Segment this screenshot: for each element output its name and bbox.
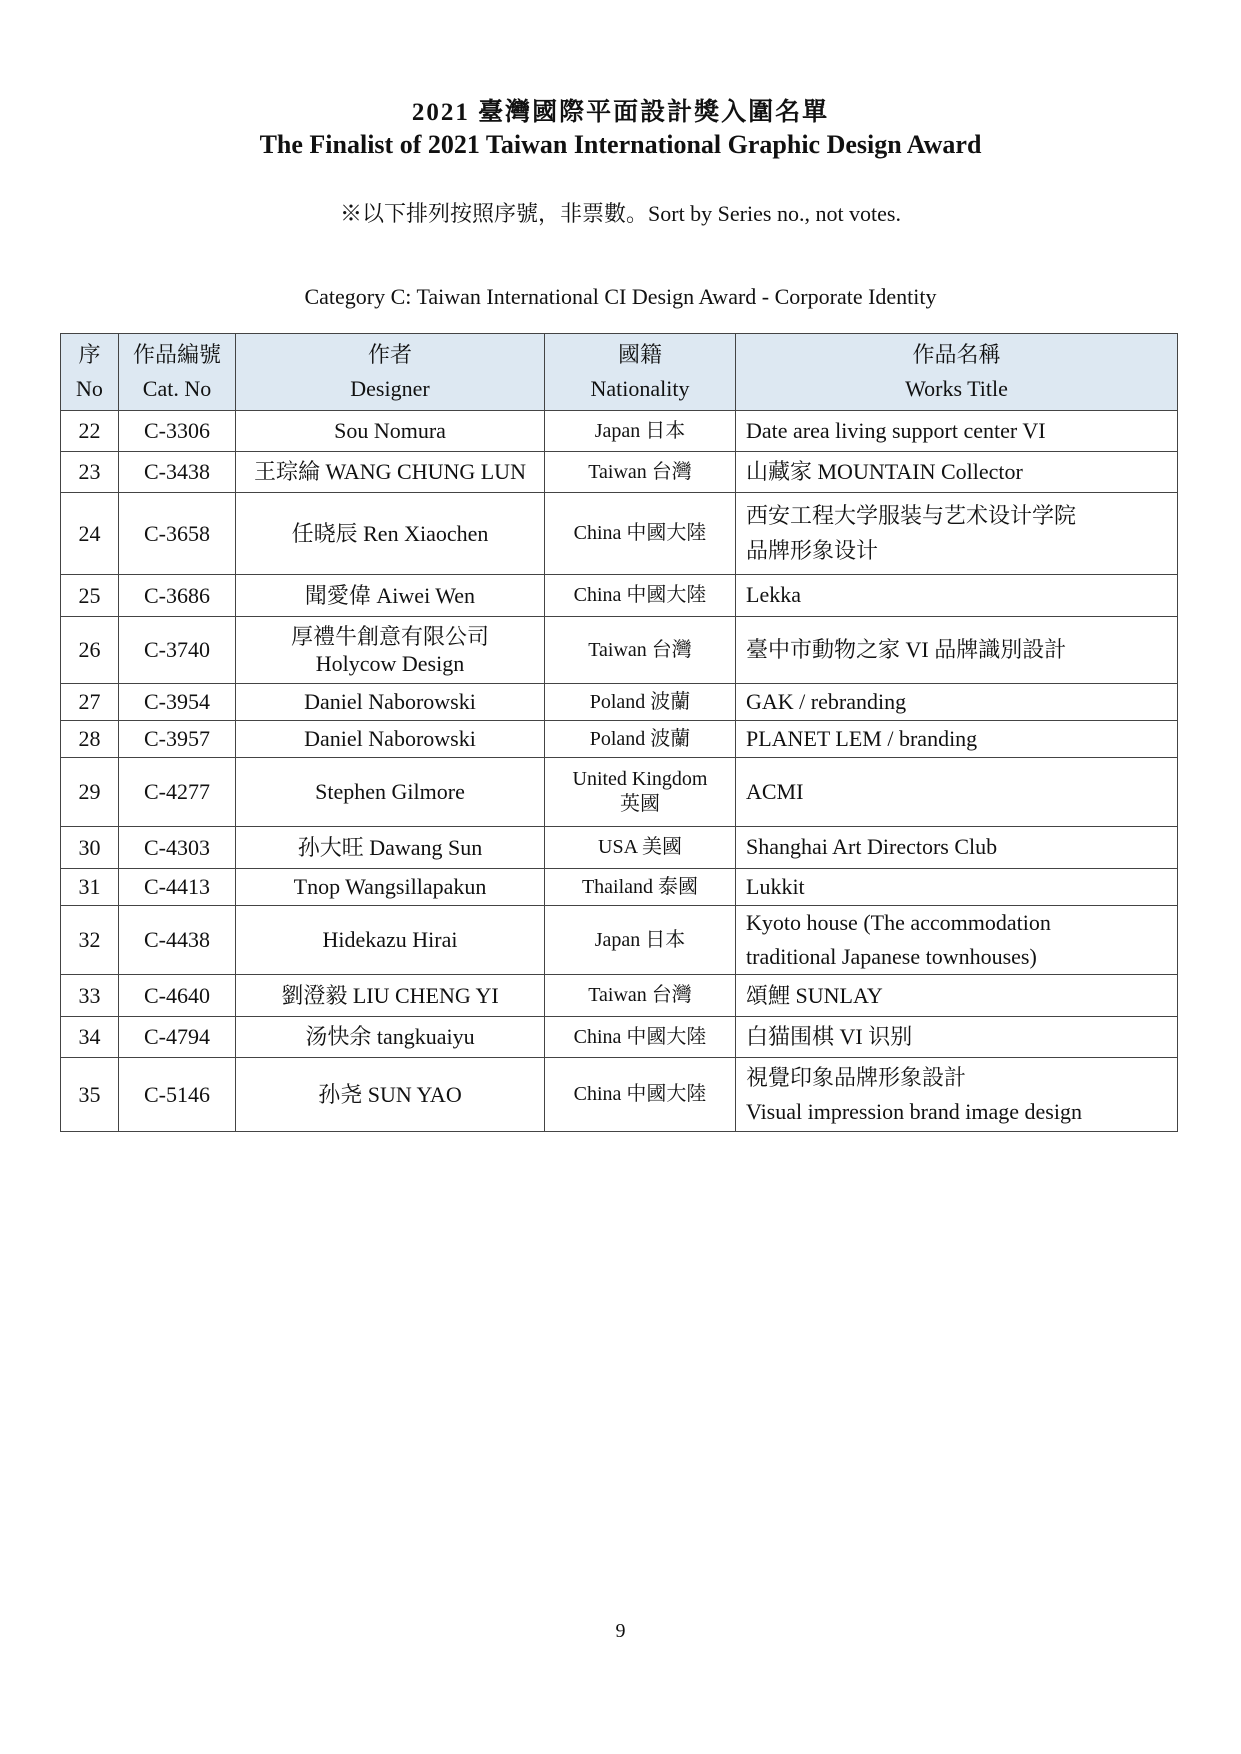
table-row — [61, 493, 1178, 575]
designer-cell — [236, 411, 545, 452]
designer-cell-line: 劉澄毅 LIU CHENG YI — [281, 982, 499, 1008]
nationality-cell — [545, 575, 736, 617]
designer-cell — [236, 617, 545, 684]
cat-no-cell: C-4438 — [119, 906, 236, 975]
nationality-cell-line: China 中國大陸 — [573, 522, 707, 544]
cat-no-cell: C-3306 — [119, 411, 236, 452]
table-header-row — [61, 334, 1178, 411]
nationality-cell-line: Poland 波蘭 — [589, 690, 691, 713]
nationality-cell — [545, 906, 736, 975]
designer-cell-line: 任晓辰 Ren Xiaochen — [291, 520, 489, 546]
works-title-cell — [736, 1017, 1178, 1058]
row-no-cell: 31 — [61, 869, 119, 906]
table-row — [61, 452, 1178, 493]
header-designer-en: Designer — [350, 376, 430, 401]
works-title-cell-line: Date area living support center VI — [746, 417, 1046, 443]
title-english: The Finalist of 2021 Taiwan International Graphic Design Award — [259, 130, 982, 159]
works-title-cell — [736, 975, 1178, 1017]
row-no-cell: 30 — [61, 827, 119, 869]
works-title-cell-line: 視覺印象品牌形象設計 — [746, 1064, 967, 1090]
cat-no-cell: C-5146 — [119, 1058, 236, 1132]
cat-no-cell: C-3957 — [119, 721, 236, 758]
header-no-en: No — [76, 376, 103, 401]
designer-cell — [236, 1017, 545, 1058]
works-title-cell-line: GAK / rebranding — [746, 688, 907, 714]
header-title-en: Works Title — [905, 376, 1008, 401]
works-title-cell-line: ACMI — [746, 778, 804, 804]
nationality-cell-line: Taiwan 台灣 — [588, 460, 692, 483]
row-no-cell: 35 — [61, 1058, 119, 1132]
designer-cell-line: 王琮綸 WANG CHUNG LUN — [254, 459, 526, 485]
designer-cell-line: Holycow Design — [315, 651, 465, 676]
works-title-cell-line: 西安工程大学服装与艺术设计学院 — [746, 503, 1077, 529]
header-designer — [236, 334, 545, 411]
table-row — [61, 1058, 1178, 1132]
nationality-cell-line: China 中國大陸 — [573, 1025, 707, 1048]
nationality-cell-line: China 中國大陸 — [573, 1083, 707, 1106]
header-title-zh: 作品名稱 — [912, 341, 1001, 367]
works-title-cell — [736, 617, 1178, 684]
row-no-cell: 29 — [61, 758, 119, 827]
nationality-cell-line: Taiwan 台灣 — [588, 984, 692, 1007]
header-nationality-zh: 國籍 — [617, 341, 662, 367]
row-no-cell: 33 — [61, 975, 119, 1017]
designer-cell-line: Hidekazu Hirai — [322, 927, 458, 953]
cat-no-cell: C-3954 — [119, 684, 236, 721]
header-cat-en: Cat. No — [142, 376, 212, 401]
works-title-cell-line: Lukkit — [746, 873, 805, 899]
nationality-cell — [545, 1058, 736, 1132]
works-title-cell-line: 品牌形象设计 — [746, 537, 879, 563]
table-row — [61, 1017, 1178, 1058]
table-row — [61, 758, 1178, 827]
nationality-cell-line: 英國 — [620, 793, 660, 815]
designer-cell — [236, 906, 545, 975]
cat-no-cell: C-4303 — [119, 827, 236, 869]
designer-cell-line: Tnop Wangsillapakun — [293, 874, 487, 900]
designer-cell-line: 聞愛偉 Aiwei Wen — [304, 582, 476, 608]
header-cat-no — [119, 334, 236, 411]
works-title-cell-line: Shanghai Art Directors Club — [746, 834, 998, 860]
row-no-cell: 28 — [61, 721, 119, 758]
designer-cell-line: Daniel Naborowski — [304, 689, 476, 715]
works-title-cell — [736, 575, 1178, 617]
nationality-cell — [545, 493, 736, 575]
designer-cell — [236, 575, 545, 617]
works-title-cell — [736, 869, 1178, 906]
designer-cell — [236, 684, 545, 721]
cat-no-cell: C-4277 — [119, 758, 236, 827]
designer-cell — [236, 869, 545, 906]
nationality-cell — [545, 617, 736, 684]
works-title-cell — [736, 1058, 1178, 1132]
row-no-cell: 22 — [61, 411, 119, 452]
cat-no-cell: C-3686 — [119, 575, 236, 617]
nationality-cell-line: Poland 波蘭 — [589, 727, 691, 750]
works-title-cell — [736, 493, 1178, 575]
designer-cell-line: 孙尧 SUN YAO — [318, 1081, 462, 1107]
header-designer-zh: 作者 — [367, 341, 412, 367]
header-cat-zh: 作品編號 — [132, 341, 221, 367]
works-title-cell-line: PLANET LEM / branding — [746, 725, 978, 751]
row-no-cell: 32 — [61, 906, 119, 975]
cat-no-cell: C-3438 — [119, 452, 236, 493]
works-title-cell-line: Lekka — [746, 582, 801, 608]
works-title-cell — [736, 721, 1178, 758]
works-title-cell — [736, 411, 1178, 452]
nationality-cell — [545, 411, 736, 452]
nationality-cell-line: United Kingdom — [572, 768, 708, 790]
nationality-cell-line: USA 美國 — [598, 836, 682, 858]
title-chinese: 2021 臺灣國際平面設計獎入圍名單 — [411, 99, 830, 126]
designer-cell — [236, 452, 545, 493]
works-title-cell-line: Visual impression brand image design — [746, 1098, 1082, 1124]
cat-no-cell: C-4640 — [119, 975, 236, 1017]
row-no-cell: 26 — [61, 617, 119, 684]
page-number: 9 — [615, 1620, 626, 1642]
sort-note: ※以下排列按照序號，非票數。Sort by Series no., not votes. — [340, 201, 901, 226]
row-no-cell: 34 — [61, 1017, 119, 1058]
table-row — [61, 575, 1178, 617]
nationality-cell-line: Taiwan 台灣 — [588, 638, 692, 661]
nationality-cell-line: Thailand 泰國 — [581, 875, 699, 898]
table-row — [61, 411, 1178, 452]
works-title-cell-line: 白猫围棋 VI 识别 — [746, 1024, 913, 1050]
table-row — [61, 684, 1178, 721]
designer-cell — [236, 827, 545, 869]
nationality-cell — [545, 452, 736, 493]
nationality-cell — [545, 1017, 736, 1058]
works-title-cell — [736, 827, 1178, 869]
cat-no-cell: C-4413 — [119, 869, 236, 906]
designer-cell — [236, 721, 545, 758]
table-body — [61, 411, 1178, 1132]
nationality-cell — [545, 758, 736, 827]
nationality-cell — [545, 684, 736, 721]
nationality-cell — [545, 827, 736, 869]
designer-cell-line: Stephen Gilmore — [315, 779, 465, 805]
row-no-cell: 23 — [61, 452, 119, 493]
cat-no-cell: C-4794 — [119, 1017, 236, 1058]
table-row — [61, 906, 1178, 975]
works-title-cell — [736, 452, 1178, 493]
header-nationality — [545, 334, 736, 411]
designer-cell-line: 厚禮牛創意有限公司 — [290, 623, 489, 649]
table-row — [61, 975, 1178, 1017]
works-title-cell — [736, 906, 1178, 975]
designer-cell-line: 汤快余 tangkuaiyu — [305, 1024, 475, 1050]
works-title-cell — [736, 758, 1178, 827]
designer-cell — [236, 493, 545, 575]
designer-cell — [236, 975, 545, 1017]
cat-no-cell: C-3658 — [119, 493, 236, 575]
nationality-cell-line: China 中國大陸 — [573, 584, 707, 606]
row-no-cell: 25 — [61, 575, 119, 617]
works-title-cell-line: 山藏家 MOUNTAIN Collector — [746, 458, 1023, 484]
nationality-cell-line: Japan 日本 — [594, 928, 686, 951]
header-nationality-en: Nationality — [590, 376, 690, 401]
works-title-cell-line: Kyoto house (The accommodation — [746, 910, 1051, 935]
nationality-cell — [545, 975, 736, 1017]
works-title-cell — [736, 684, 1178, 721]
category-heading: Category C: Taiwan International CI Design Award - Corporate Identity — [304, 284, 937, 309]
header-no — [61, 334, 119, 411]
cat-no-cell: C-3740 — [119, 617, 236, 684]
table-row — [61, 721, 1178, 758]
row-no-cell: 24 — [61, 493, 119, 575]
nationality-cell — [545, 869, 736, 906]
table-row — [61, 827, 1178, 869]
designer-cell — [236, 758, 545, 827]
works-title-cell-line: traditional Japanese townhouses) — [746, 944, 1037, 970]
header-no-zh: 序 — [78, 341, 101, 367]
works-title-cell-line: 頌鯉 SUNLAY — [746, 982, 883, 1008]
nationality-cell-line: Japan 日本 — [594, 419, 686, 442]
designer-cell-line: 孙大旺 Dawang Sun — [297, 834, 483, 860]
header-works-title — [736, 334, 1178, 411]
table-row — [61, 869, 1178, 906]
works-title-cell-line: 臺中市動物之家 VI 品牌識別設計 — [746, 636, 1067, 662]
row-no-cell: 27 — [61, 684, 119, 721]
finalist-table — [60, 333, 1178, 1132]
nationality-cell — [545, 721, 736, 758]
table-row — [61, 617, 1178, 684]
designer-cell-line: Daniel Naborowski — [304, 726, 476, 752]
designer-cell — [236, 1058, 545, 1132]
designer-cell-line: Sou Nomura — [334, 418, 446, 444]
